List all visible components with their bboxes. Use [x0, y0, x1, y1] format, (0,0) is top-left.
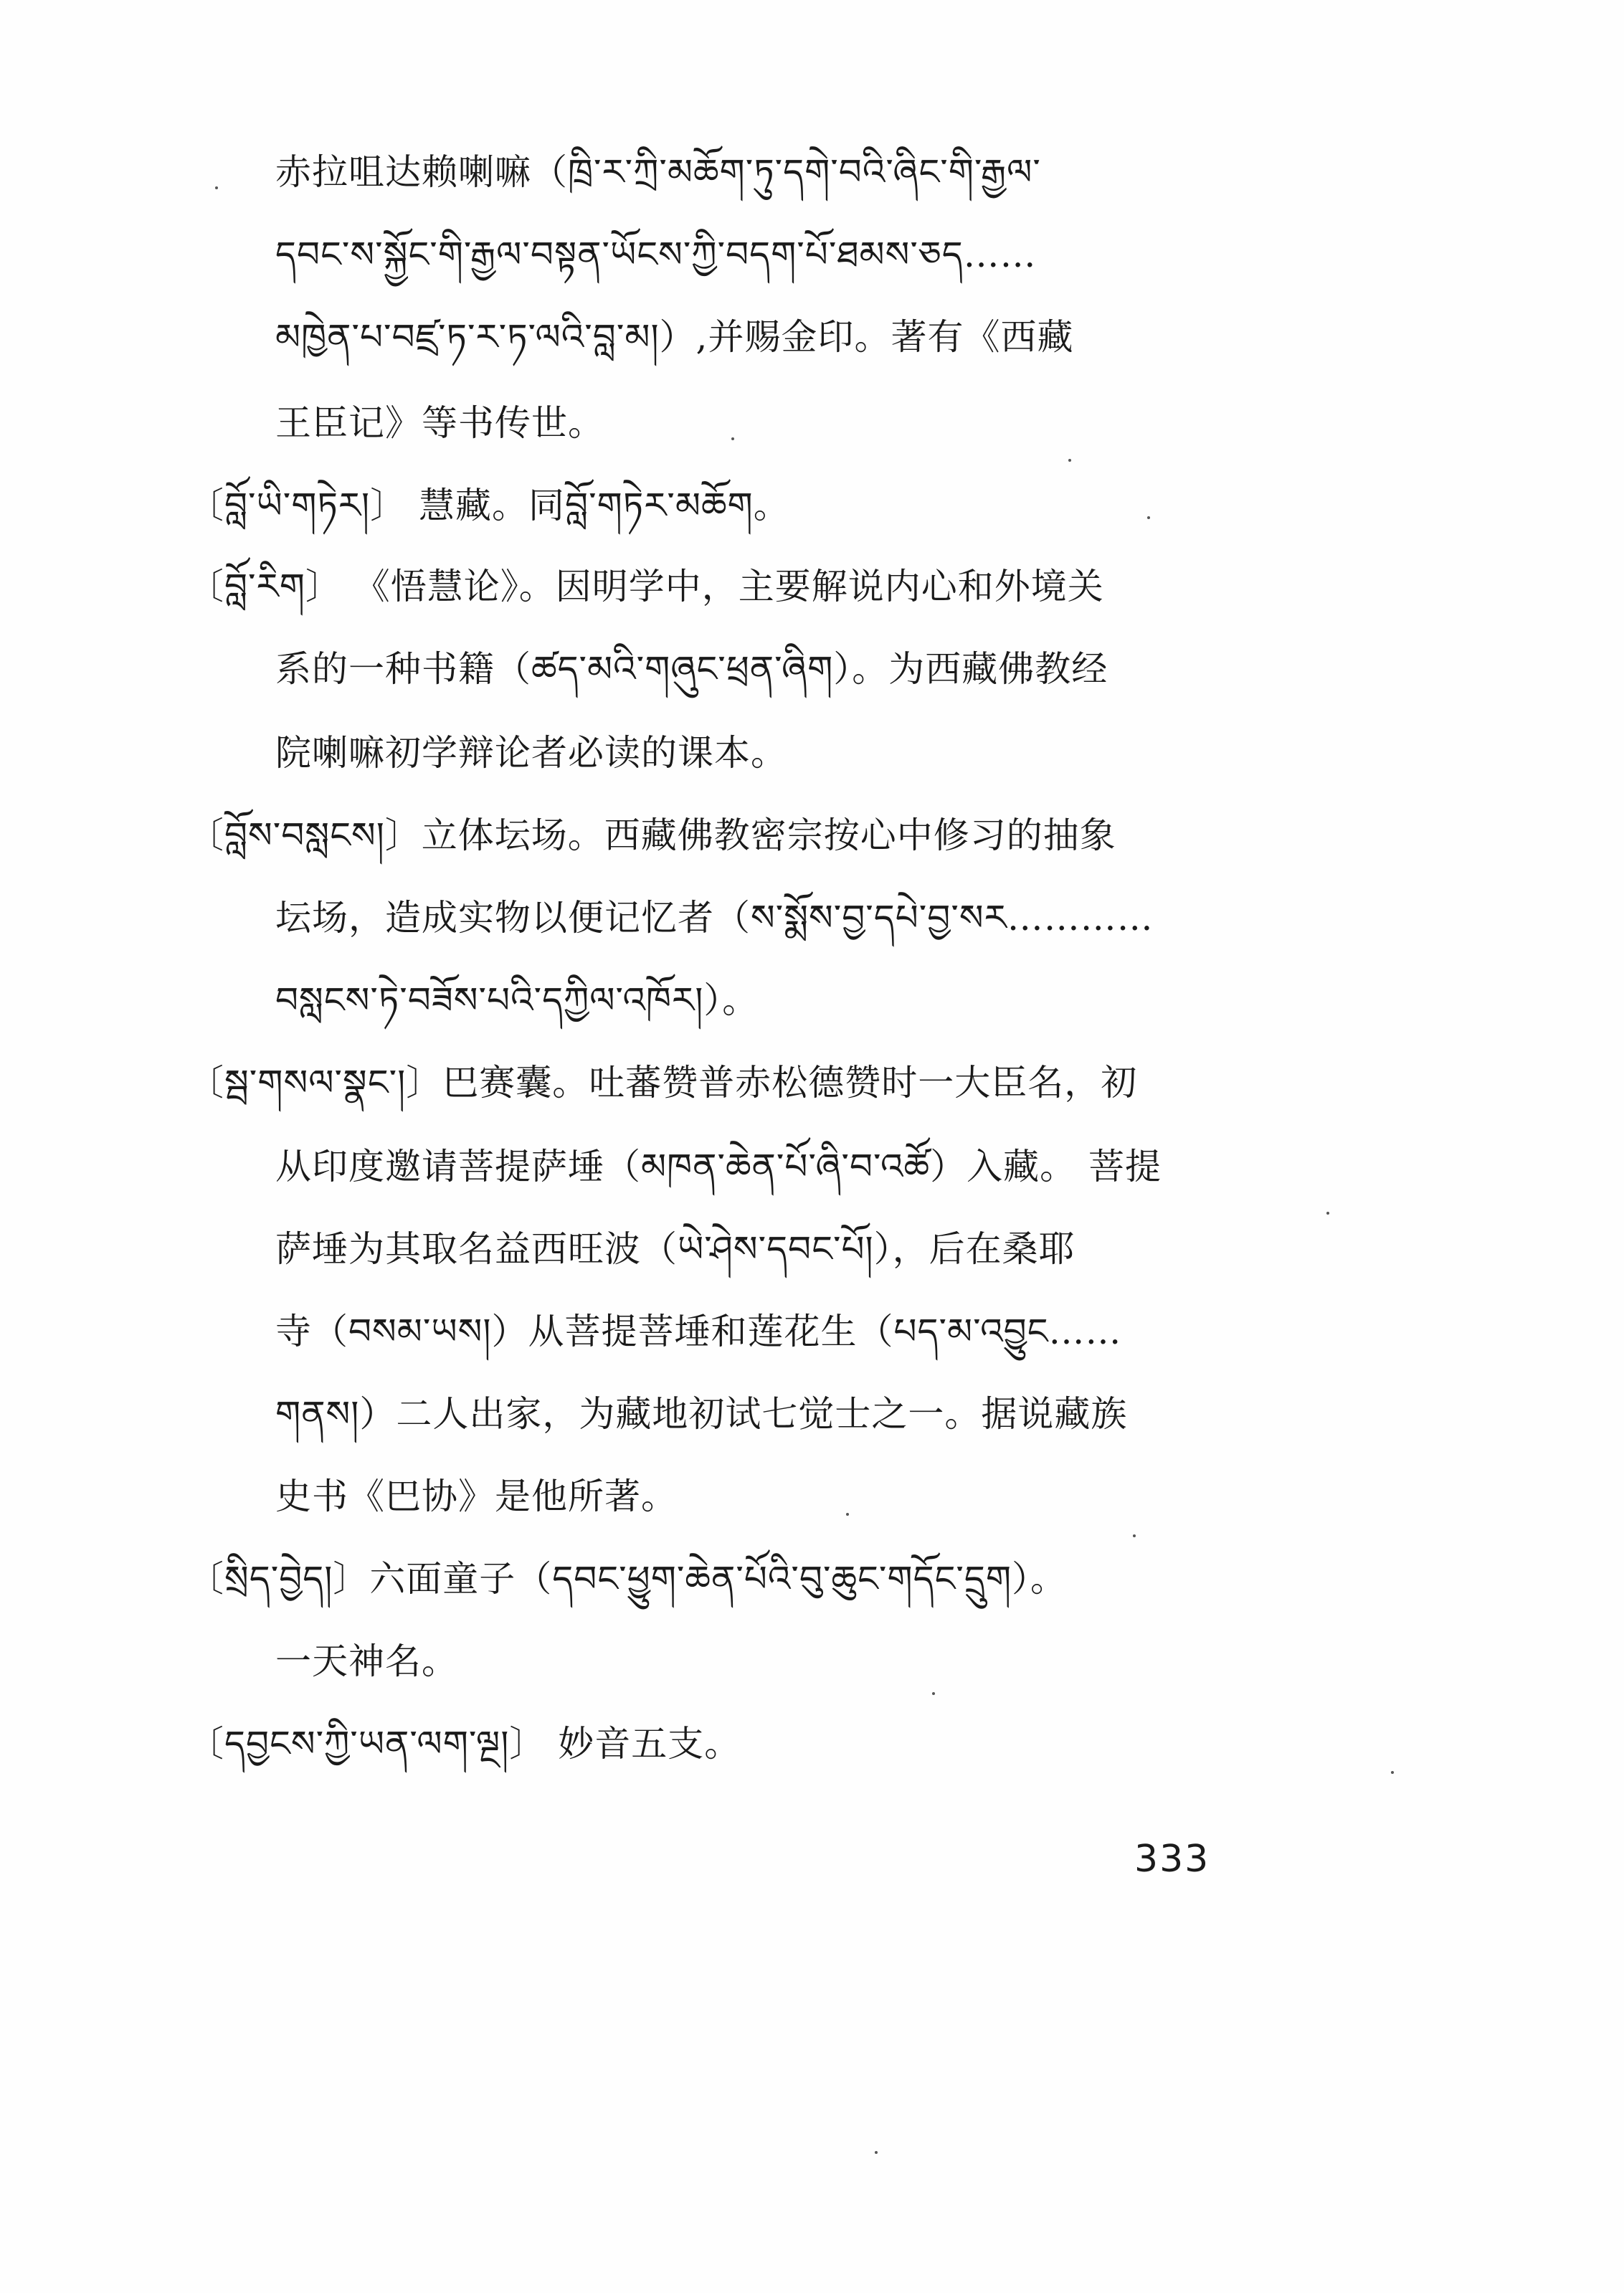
- entry-headword-line: 〔བློ་རིག〕 《悟慧论》。因明学中，主要解说内心和外境关: [188, 566, 1104, 607]
- entry-line: བསླངས་ཏེ་བཟོས་པའི་དཀྱིལ་འཁོར།）。: [275, 979, 759, 1021]
- entry-line: 史书《巴协》是他所著。: [275, 1476, 678, 1517]
- entry-headword-line: 〔དབྱངས་ཀྱི་ཡན་ལག་ལྔ།〕 妙音五支。: [188, 1723, 741, 1765]
- entry-line: 从印度邀请菩提萨埵（མཁན་ཆེན་པོ་ཞི་བ་འཚོ）入藏。 菩提: [275, 1146, 1162, 1187]
- entry-line: 寺（བསམ་ཡས།）从菩提菩埵和莲花生（པད་མ་འབྱུང……: [275, 1311, 1122, 1352]
- entry-line: མཁྱེན་པ་བཛྲ་ཏ་ར་ཏ་ལའི་བླ་མ།）,并赐金印。著有《西藏: [275, 316, 1074, 358]
- entry-line: 坛场，造成实物以便记忆者（ས་སྨོས་བྱ་དཔེ་བྱ་སར…………: [275, 897, 1154, 939]
- entry-line: 王臣记》等书传世。: [275, 402, 604, 444]
- scan-speck: [1147, 516, 1150, 519]
- scan-speck: [731, 437, 734, 440]
- scan-speck: [215, 186, 218, 189]
- scan-speck: [846, 1513, 849, 1516]
- entry-headword-line: 〔སྦ་གསལ་སྣང་།〕巴赛囊。吐蕃赞普赤松德赞时一大臣名，初: [188, 1062, 1138, 1103]
- scan-speck: [1068, 459, 1071, 462]
- scan-speck: [1391, 1771, 1394, 1774]
- scan-speck: [1326, 1212, 1329, 1215]
- entry-line: དབང་ས་སྐྱོང་གི་རྒྱལ་བསྟན་ཡོངས་ཀྱི་བདག་པོ་ཐམས་ཅད……: [275, 234, 1037, 275]
- entry-headword-line: 〔བློ་ཡི་གཏེར།〕 慧藏。同བློ་གཏེར་མཆོག。: [188, 485, 790, 526]
- entry-line: གནས།）二人出家，为藏地初试七觉士之一。据说藏族: [275, 1393, 1128, 1435]
- entry-line: 院喇嘛初学辩论者必读的课本。: [275, 732, 787, 774]
- entry-line: 赤拉咀达赖喇嘛（ཁྲི་ར་ཀྲི་མཆོག་ཏུ་དགེ་བའི་ཞིང་གི་རྒྱལ་: [275, 151, 1041, 193]
- scan-speck: [1133, 1534, 1136, 1537]
- scan-speck: [875, 2151, 878, 2154]
- entry-headword-line: 〔སྲིད་བྱེད།〕六面童子（དབང་ཕྱུག་ཆེན་པོའི་བུ་ཆུང་གདོང་དྲུག）。: [188, 1558, 1068, 1600]
- entry-line: 一天神名。: [275, 1641, 458, 1682]
- entry-line: 萨埵为其取名益西旺波（ཡེ་ཤེས་དབང་པོ།），后在桑耶: [275, 1228, 1075, 1270]
- entry-line: 系的一种书籍（ཚད་མའི་གཞུང་ཕྲན་ཞིག）。为西藏佛教经: [275, 648, 1108, 690]
- page-number: 333: [1134, 1838, 1210, 1881]
- entry-headword-line: 〔བློས་བསླངས།〕立体坛场。西藏佛教密宗按心中修习的抽象: [188, 815, 1116, 856]
- scan-speck: [932, 1692, 935, 1695]
